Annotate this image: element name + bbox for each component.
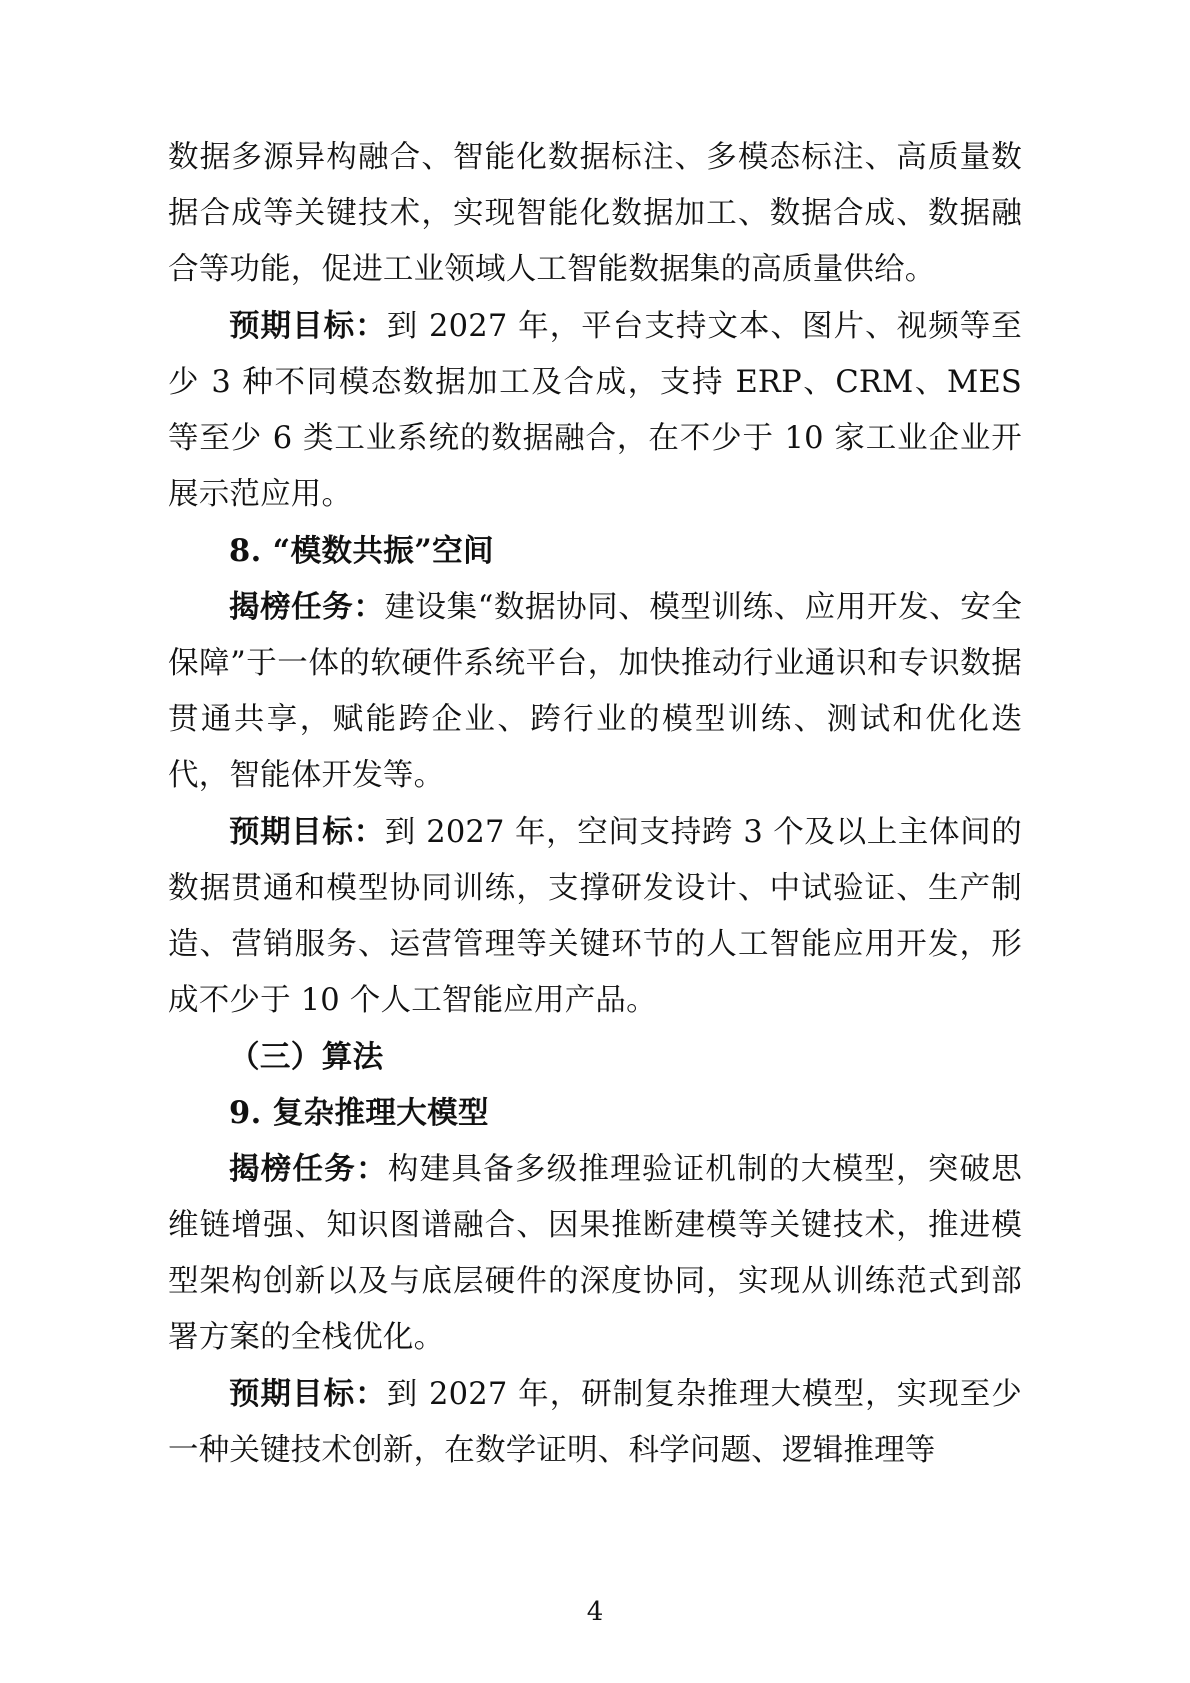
paragraph-expected-goal-1 xyxy=(168,298,1022,523)
paragraph-text: 到 2027 年，研制复杂推理大模型，实现至少一种关键技术创新，在数学证明、科学问题、逻辑推理等 xyxy=(168,1377,1023,1468)
paragraph-text: 到 2027 年，空间支持跨 3 个及以上主体间的数据贯通和模型协同训练，支撑研发设计、中试验证、生产制造、营销服务、运营管理等关键环节的人工智能应用开发，形成不少于 10 个人工智能应用产品。 xyxy=(168,815,1022,1018)
paragraph-lead-label: 揭榜任务： xyxy=(229,589,385,625)
paragraph-task-2 xyxy=(168,1141,1022,1366)
paragraph-text: 建设集“数据协同、模型训练、应用开发、安全保障”于一体的软硬件系统平台，加快推动行业通识和专识数据贯通共享，赋能跨企业、跨行业的模型训练、测试和优化迭代，智能体开发等。 xyxy=(168,590,1023,793)
paragraph-expected-goal-3 xyxy=(168,1366,1022,1479)
paragraph-task-1 xyxy=(168,579,1022,804)
heading-item-8: 8. “模数共振”空间 xyxy=(229,533,494,569)
paragraph-lead-label: 揭榜任务： xyxy=(229,1151,388,1187)
heading-section-three: （三）算法 xyxy=(229,1039,384,1075)
paragraph-continuation: 数据多源异构融合、智能化数据标注、多模态标注、高质量数据合成等关键技术，实现智能化数据加工、数据合成、数据融合等功能，促进工业领域人工智能数据集的高质量供给。 xyxy=(168,140,1022,287)
paragraph-lead-label: 预期目标： xyxy=(229,308,387,344)
paragraph-lead-label: 预期目标： xyxy=(229,814,385,850)
page-number: 4 xyxy=(586,1597,604,1627)
paragraph-text: 到 2027 年，平台支持文本、图片、视频等至少 3 种不同模态数据加工及合成，支持 ERP、CRM、MES 等至少 6 类工业系统的数据融合，在不少于 10 家工业企业开展示范应用。 xyxy=(168,309,1023,512)
heading-item-9: 9. 复杂推理大模型 xyxy=(229,1095,489,1131)
paragraph-text: 构建具备多级推理验证机制的大模型，突破思维链增强、知识图谱融合、因果推断建模等关键技术，推进模型架构创新以及与底层硬件的深度协同，实现从训练范式到部署方案的全栈优化。 xyxy=(168,1152,1022,1355)
paragraph-expected-goal-2 xyxy=(168,804,1022,1029)
paragraph-lead-label: 预期目标： xyxy=(229,1376,387,1412)
